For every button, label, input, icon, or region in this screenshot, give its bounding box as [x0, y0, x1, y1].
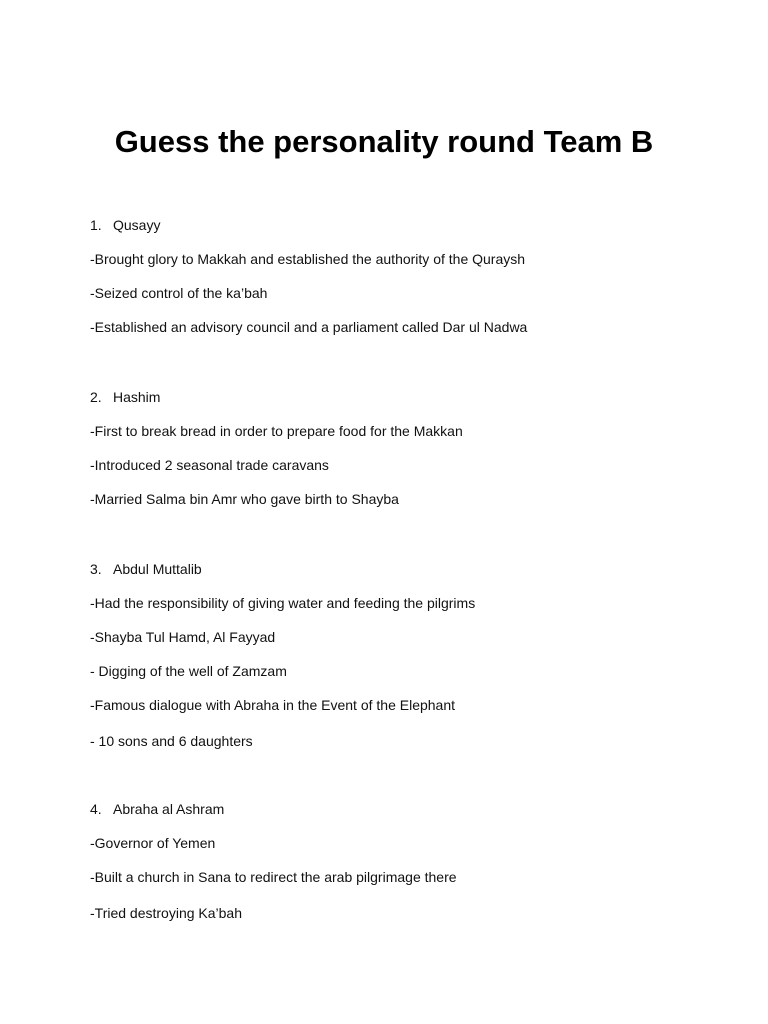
- clue-line: - Digging of the well of Zamzam: [90, 663, 287, 679]
- clue-line: -Married Salma bin Amr who gave birth to Shayba: [90, 491, 399, 507]
- section-name: Hashim: [113, 389, 161, 405]
- section-name: Qusayy: [113, 217, 161, 233]
- section-name: Abraha al Ashram: [113, 801, 225, 817]
- clue-line: -Established an advisory council and a parliament called Dar ul Nadwa: [90, 319, 528, 335]
- section-heading: [90, 388, 710, 406]
- section-number: 4.: [90, 801, 102, 817]
- clue-line: -Famous dialogue with Abraha in the Event of the Elephant: [90, 697, 456, 713]
- personality-section-4: [90, 800, 710, 922]
- personality-section-1: [90, 216, 710, 336]
- clue-line: - 10 sons and 6 daughters: [90, 733, 253, 749]
- clue-line: -Tried destroying Ka’bah: [90, 905, 243, 921]
- clue-line: -First to break bread in order to prepare food for the Makkan: [90, 423, 463, 439]
- clue-line: -Had the responsibility of giving water and feeding the pilgrims: [90, 595, 476, 611]
- clue-line: -Built a church in Sana to redirect the arab pilgrimage there: [90, 869, 457, 885]
- personality-section-3: [90, 560, 710, 750]
- section-name: Abdul Muttalib: [113, 561, 202, 577]
- personality-section-2: [90, 388, 710, 508]
- clue-line: -Governor of Yemen: [90, 835, 216, 851]
- clue-line: -Introduced 2 seasonal trade caravans: [90, 457, 329, 473]
- page-title: Guess the personality round Team B: [114, 124, 654, 159]
- clue-line: -Shayba Tul Hamd, Al Fayyad: [90, 629, 276, 645]
- clue-line: -Brought glory to Makkah and established the authority of the Quraysh: [90, 251, 526, 267]
- section-heading: [90, 560, 710, 578]
- section-number: 1.: [90, 217, 102, 233]
- section-number: 2.: [90, 389, 102, 405]
- clue-line: -Seized control of the ka’bah: [90, 285, 268, 301]
- section-heading: [90, 216, 710, 234]
- section-heading: [90, 800, 710, 818]
- section-number: 3.: [90, 561, 102, 577]
